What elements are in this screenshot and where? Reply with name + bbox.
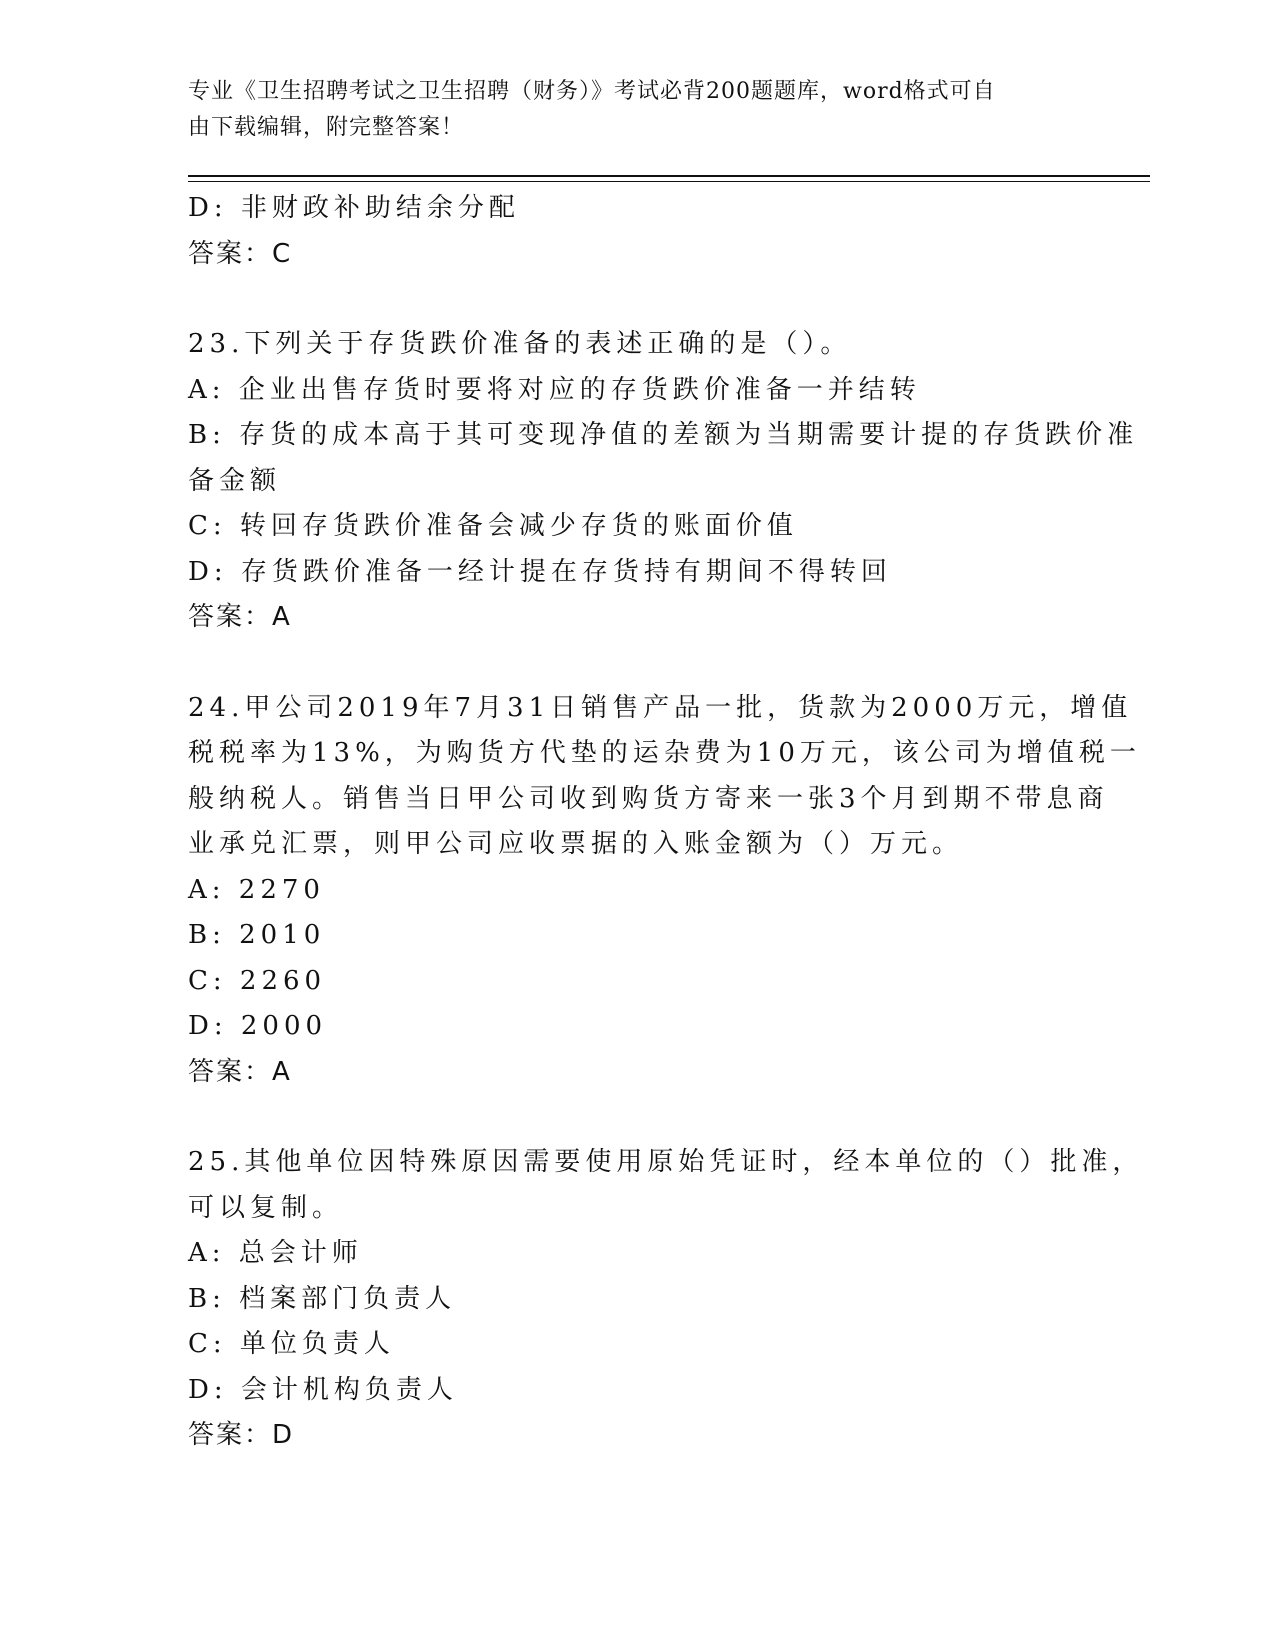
q24-stem-line-3: 般纳税人。销售当日甲公司收到购货方寄来一张3个月到期不带息商 xyxy=(188,783,1109,814)
q25-answer: 答案：D xyxy=(188,1420,295,1450)
q22-answer: 答案：C xyxy=(188,238,293,269)
spacer xyxy=(188,1095,1088,1140)
q24-answer: 答案：A xyxy=(188,1056,292,1087)
q25-stem-line-1: 25.其他单位因特殊原因需要使用原始凭证时，经本单位的（）批准， xyxy=(188,1147,1144,1177)
question-list xyxy=(188,186,1144,1459)
header-line-1: 专业《卫生招聘考试之卫生招聘（财务）》考试必背200题题库，word格式可自 xyxy=(188,79,996,104)
q25-option-a: A: 总会计师 xyxy=(188,1238,363,1268)
q23-answer: 答案：A xyxy=(188,602,292,632)
q24-option-a: A: 2270 xyxy=(188,874,325,905)
question-23 xyxy=(188,322,1139,641)
header-divider-thin xyxy=(188,181,1150,182)
q25-option-c: C: 单位负责人 xyxy=(188,1329,395,1359)
q24-option-c: C: 2260 xyxy=(188,965,327,996)
q23-option-c: C: 转回存货跌价准备会减少存货的账面价值 xyxy=(188,511,798,541)
question-25 xyxy=(188,1140,1144,1459)
q24-option-b: B: 2010 xyxy=(188,920,326,950)
q24-stem-line-1: 24.甲公司2019年7月31日销售产品一批，货款为2000万元，增值 xyxy=(188,692,1133,723)
q23-stem: 23.下列关于存货跌价准备的表述正确的是（）。 xyxy=(188,329,852,359)
q25-stem-line-2: 可以复制。 xyxy=(188,1192,344,1223)
question-22 xyxy=(188,186,1088,277)
q23-option-b-line-1: B: 存货的成本高于其可变现净值的差额为当期需要计提的存货跌价准 xyxy=(188,420,1139,450)
q25-option-b: B: 档案部门负责人 xyxy=(188,1283,457,1314)
header-divider-thick xyxy=(188,175,1150,177)
question-24 xyxy=(188,686,1141,1096)
q24-stem-line-2: 税税率为13%，为购货方代垫的运杂费为10万元，该公司为增值税一 xyxy=(188,738,1141,768)
spacer xyxy=(188,641,1088,686)
q25-option-d: D: 会计机构负责人 xyxy=(188,1374,458,1405)
header-line-2: 由下载编辑，附完整答案！ xyxy=(188,115,465,140)
q23-option-d: D: 存货跌价准备一经计提在存货持有期间不得转回 xyxy=(188,556,892,587)
q22-option-d: D: 非财政补助结余分配 xyxy=(188,193,520,223)
q24-stem-line-4: 业承兑汇票，则甲公司应收票据的入账金额为（）万元。 xyxy=(188,829,964,859)
spacer xyxy=(188,277,1088,322)
document-header xyxy=(188,74,1068,146)
q23-option-a: A: 企业出售存货时要将对应的存货跌价准备一并结转 xyxy=(188,374,921,405)
q23-option-b-line-2: 备金额 xyxy=(188,465,282,496)
q24-option-d: D: 2000 xyxy=(188,1011,328,1041)
